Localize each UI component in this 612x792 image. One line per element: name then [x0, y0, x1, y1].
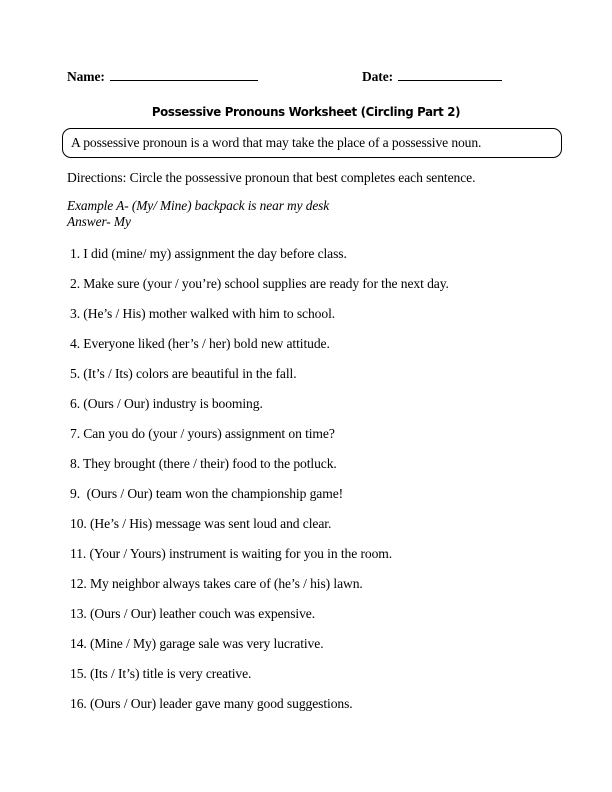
question-item[interactable]: 3. (He’s / His) mother walked with him to school.	[70, 306, 336, 321]
definition-text: A possessive pronoun is a word that may take the place of a possessive noun.	[71, 135, 482, 150]
definition-box	[62, 128, 562, 158]
date-field-group	[362, 69, 502, 85]
question-item[interactable]: 2. Make sure (your / you’re) school supplies are ready for the next day.	[70, 276, 449, 291]
example-line: Example A- (My/ Mine) backpack is near my desk	[67, 198, 330, 213]
question-item[interactable]: 13. (Ours / Our) leather couch was expensive.	[70, 606, 316, 621]
question-item[interactable]: 10. (He’s / His) message was sent loud and clear.	[70, 516, 332, 531]
example-block	[67, 198, 329, 229]
question-item[interactable]: 11. (Your / Yours) instrument is waiting for you in the room.	[70, 546, 393, 561]
example-answer-line: Answer- My	[67, 213, 131, 229]
page-title: Possessive Pronouns Worksheet (Circling Part 2)	[151, 104, 461, 119]
name-field-group	[67, 69, 258, 85]
name-write-in-line[interactable]	[110, 69, 258, 81]
date-label: Date:	[362, 69, 393, 84]
date-write-in-line[interactable]	[398, 69, 502, 81]
question-item[interactable]: 6. (Ours / Our) industry is booming.	[70, 396, 263, 411]
question-item[interactable]: 5. (It’s / Its) colors are beautiful in the fall.	[70, 366, 297, 381]
question-item[interactable]: 4. Everyone liked (her’s / her) bold new attitude.	[70, 336, 330, 351]
name-label: Name:	[67, 69, 105, 84]
question-item[interactable]: 9. (Ours / Our) team won the championship game!	[70, 486, 344, 501]
directions-text: Directions: Circle the possessive pronoun that best completes each sentence.	[67, 170, 476, 185]
name-date-row	[67, 69, 547, 89]
question-item[interactable]: 8. They brought (there / their) food to the potluck.	[70, 456, 337, 471]
question-item[interactable]: 15. (Its / It’s) title is very creative.	[70, 666, 252, 681]
question-item[interactable]: 14. (Mine / My) garage sale was very lucrative.	[70, 636, 324, 651]
question-item[interactable]: 1. I did (mine/ my) assignment the day before class.	[70, 246, 347, 261]
question-item[interactable]: 7. Can you do (your / yours) assignment on time?	[70, 426, 335, 441]
question-item[interactable]: 16. (Ours / Our) leader gave many good suggestions.	[70, 696, 353, 711]
question-item[interactable]: 12. My neighbor always takes care of (he’s / his) lawn.	[70, 576, 363, 591]
question-list	[70, 245, 570, 725]
